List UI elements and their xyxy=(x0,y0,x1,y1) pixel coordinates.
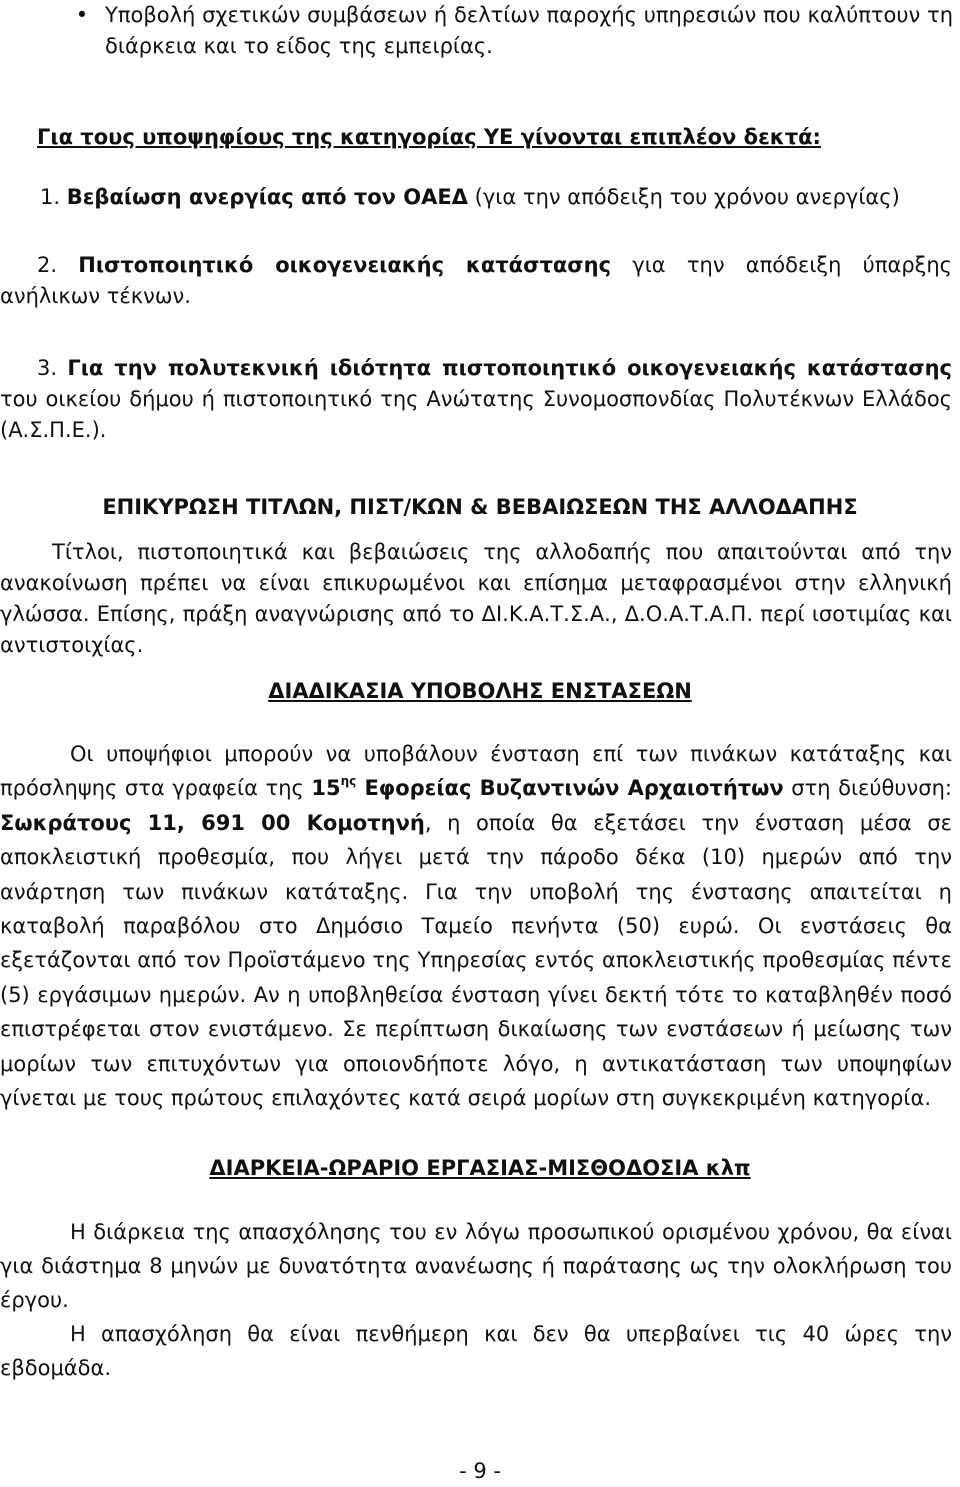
ye-item-2-rest: για την απόδειξη ύπαρξης ανήλικων τέκνων. xyxy=(0,253,952,308)
ye-item-3 xyxy=(0,353,952,446)
ye-item-3-bold: Για την πολυτεκνική ιδιότητα πιστοποιητικό οικογενειακής κατάστασης xyxy=(67,356,952,380)
duration-p2: Η απασχόληση θα είναι πενθήμερη και δεν θα υπερβαίνει τις 40 ώρες την εβδομάδα. xyxy=(0,1322,952,1380)
ephoria-name: Εφορείας Βυζαντινών Αρχαιοτήτων xyxy=(356,776,784,801)
bullet-marker: • xyxy=(75,3,89,27)
ye-item-2-bold: Πιστοποιητικό οικογενειακής κατάστασης xyxy=(78,253,612,277)
duration-text-block xyxy=(0,1215,960,1385)
validation-text: Τίτλοι, πιστοποιητικά και βεβαιώσεις της αλλοδαπής που απαιτούνται από την ανακοίνωση πρέπει να είναι επικυρωμένοι και επίσημα μεταφρασμένοι στην ελληνική γλώσσα. Επίσης, πράξη αναγνώρισης από το ΔΙ.Κ.Α.Τ.Σ.Α., Δ.Ο.Α.Τ.Α.Π. περί ισοτιμίας και αντιστοιχίας. xyxy=(0,540,952,657)
duration-p1: Η διάρκεια της απασχόλησης του εν λόγω προσωπικού ορισμένου χρόνου, θα είναι για διάστημα 8 μηνών με δυνατότητα ανανέωσης ή παράτασης ως την ολοκλήρωση του έργου. xyxy=(0,1220,952,1312)
validation-text-block xyxy=(0,537,960,661)
ye-heading: Για τους υποψηφίους της κατηγορίας ΥΕ γίνονται επιπλέον δεκτά: xyxy=(37,125,821,149)
ye-item-2-text xyxy=(0,250,952,312)
address: Σωκράτους 11, 691 00 Κομοτηνή xyxy=(0,810,425,835)
ye-item-2-num: 2. xyxy=(37,253,58,277)
ephoria-sup: ης xyxy=(340,774,357,789)
ye-item-1 xyxy=(40,182,952,213)
objection-text-block xyxy=(0,737,960,1115)
ye-item-3-num: 3. xyxy=(37,356,58,380)
objection-p2: στη διεύθυνση: xyxy=(783,776,952,801)
objection-heading: ΔΙΑΔΙΚΑΣΙΑ ΥΠΟΒΟΛΗΣ ΕΝΣΤΑΣΕΩΝ xyxy=(268,679,692,703)
duration-heading-block xyxy=(0,1153,960,1184)
bullet-text: Υποβολή σχετικών συμβάσεων ή δελτίων παροχής υπηρεσιών που καλύπτουν τη διάρκεια και το είδος της εμπειρίας. xyxy=(105,3,953,58)
ye-item-3-text xyxy=(0,353,952,446)
ye-item-1-text xyxy=(40,182,952,213)
objection-text xyxy=(0,737,952,1115)
objection-p1: Οι υποψήφιοι μπορούν να υποβάλουν ένσταση επί των πινάκων κατάταξης και πρόσληψης στα γραφεία της xyxy=(0,742,952,801)
validation-heading-block xyxy=(0,492,960,523)
page-number: - 9 - xyxy=(459,1459,501,1483)
ye-item-1-rest: (για την απόδειξη του χρόνου ανεργίας) xyxy=(468,185,900,209)
objection-heading-block xyxy=(0,676,960,707)
ye-item-1-bold: Βεβαίωση ανεργίας από τον ΟΑΕΔ xyxy=(66,185,468,209)
ye-item-1-num: 1. xyxy=(40,185,61,209)
duration-heading: ΔΙΑΡΚΕΙΑ-ΩΡΑΡΙΟ ΕΡΓΑΣΙΑΣ-ΜΙΣΘΟΔΟΣΙΑ κλπ xyxy=(209,1156,751,1180)
ye-heading-block xyxy=(0,122,960,153)
objection-p3: , η οποία θα εξετάσει την ένσταση μέσα σε αποκλειστική προθεσμία, που λήγει μετά την πάροδο δέκα (10) ημερών από την ανάρτηση των πινάκων κατάταξης. Για την υποβολή της ένστασης απαιτείται η καταβολή παραβόλου στο Δημόσιο Ταμείο πενήντα (50) ευρώ. Οι ενστάσεις θα εξετάζονται από τον Προϊστάμενο της Υπηρεσίας εντός αποκλειστικής προθεσμίας πέντε (5) εργάσιμων ημερών. Αν η υποβληθείσα ένσταση γίνει δεκτή τότε το καταβληθέν ποσό επιστρέφεται στον ενιστάμενο. Σε περίπτωση δικαίωσης των ενστάσεων ή μείωσης των μορίων των επιτυχόντων για οποιονδήποτε λόγο, η αντικατάσταση των υποψηφίων γίνεται με τους πρώτους επιλαχόντες κατά σειρά μορίων στη συγκεκριμένη κατηγορία. xyxy=(0,810,952,1111)
ye-item-2 xyxy=(0,250,952,312)
ephoria-num: 15 xyxy=(311,776,341,801)
validation-heading: ΕΠΙΚΥΡΩΣΗ ΤΙΤΛΩΝ, ΠΙΣΤ/ΚΩΝ & ΒΕΒΑΙΩΣΕΩΝ ΤΗΣ ΑΛΛΟΔΑΠΗΣ xyxy=(102,495,858,519)
bullet-item xyxy=(75,0,953,62)
ye-item-3-rest: του οικείου δήμου ή πιστοποιητικό της Ανώτατης Συνομοσπονδίας Πολυτέκνων Ελλάδος (Α.Σ.Π.Ε.). xyxy=(0,387,952,442)
